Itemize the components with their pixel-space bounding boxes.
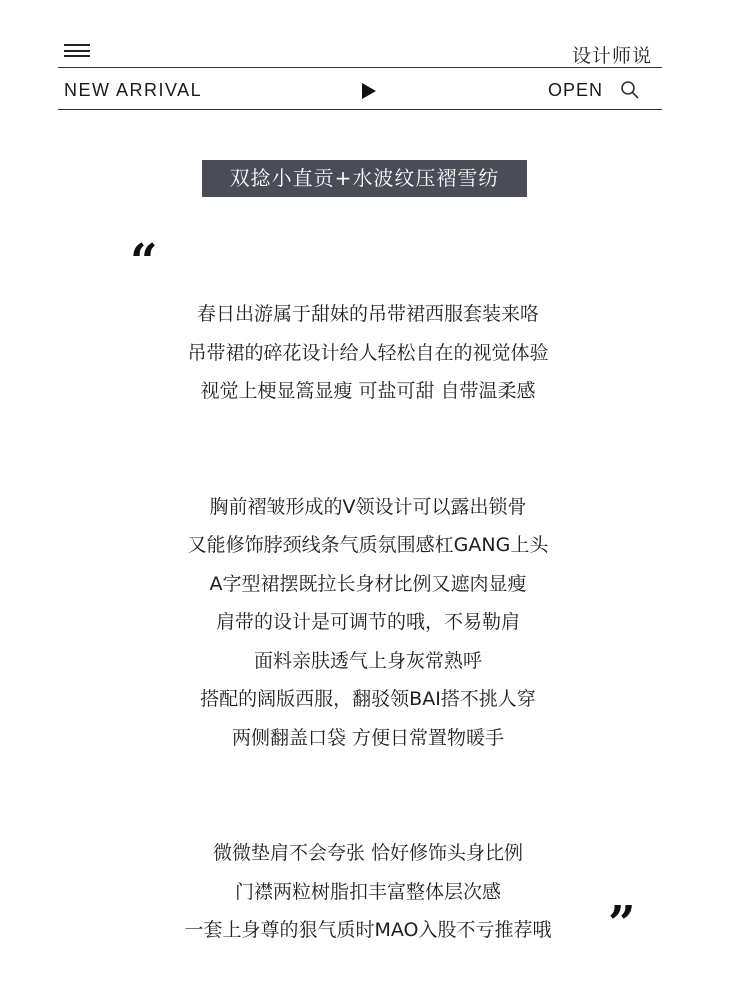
text-line: 门襟两粒树脂扣丰富整体层次感 bbox=[234, 880, 501, 903]
new-arrival-label: NEW ARRIVAL bbox=[64, 80, 203, 100]
open-link[interactable]: OPEN bbox=[548, 80, 604, 100]
header-nav-bar bbox=[58, 68, 662, 110]
search-icon[interactable] bbox=[620, 80, 640, 100]
text-line: A字型裙摆既拉长身材比例又遮肉显瘦 bbox=[209, 572, 527, 595]
paragraph-2 bbox=[0, 488, 736, 758]
description-body bbox=[0, 295, 736, 950]
product-title: 双捻小直贡+水波纹压褶雪纺 bbox=[202, 160, 527, 197]
open-quote-mark: “ bbox=[130, 234, 158, 290]
close-quote-mark: ” bbox=[608, 896, 636, 952]
text-line: 搭配的阔版西服，翻驳领BAI搭不挑人穿 bbox=[200, 688, 536, 710]
text-line: 吊带裙的碎花设计给人轻松自在的视觉体验 bbox=[187, 341, 549, 364]
text-line: 微微垫肩不会夸张 恰好修饰头身比例 bbox=[212, 842, 524, 864]
text-line: 面料亲肤透气上身灰常熟呼 bbox=[253, 649, 482, 672]
header bbox=[58, 0, 662, 110]
text-line: 春日出游属于甜妹的吊带裙西服套装来咯 bbox=[196, 303, 539, 325]
text-line: 又能修饰脖颈线条气质氛围感杠GANG上头 bbox=[187, 534, 549, 556]
brand-label: 设计师说 bbox=[571, 45, 652, 67]
text-line: 两侧翻盖口袋 方便日常置物暖手 bbox=[231, 726, 505, 749]
text-line: 胸前褶皱形成的V领设计可以露出锁骨 bbox=[209, 495, 527, 518]
menu-icon[interactable] bbox=[64, 44, 90, 58]
text-line: 视觉上梗显篙显瘦 可盐可甜 自带温柔感 bbox=[200, 380, 536, 402]
text-line: 肩带的设计是可调节的哦，不易勒肩 bbox=[215, 611, 520, 633]
play-icon[interactable] bbox=[362, 83, 376, 99]
text-line: 一套上身尊的狠气质时MAO入股不亏推荐哦 bbox=[184, 919, 552, 941]
header-top-bar bbox=[58, 0, 662, 68]
paragraph-1 bbox=[0, 295, 736, 411]
